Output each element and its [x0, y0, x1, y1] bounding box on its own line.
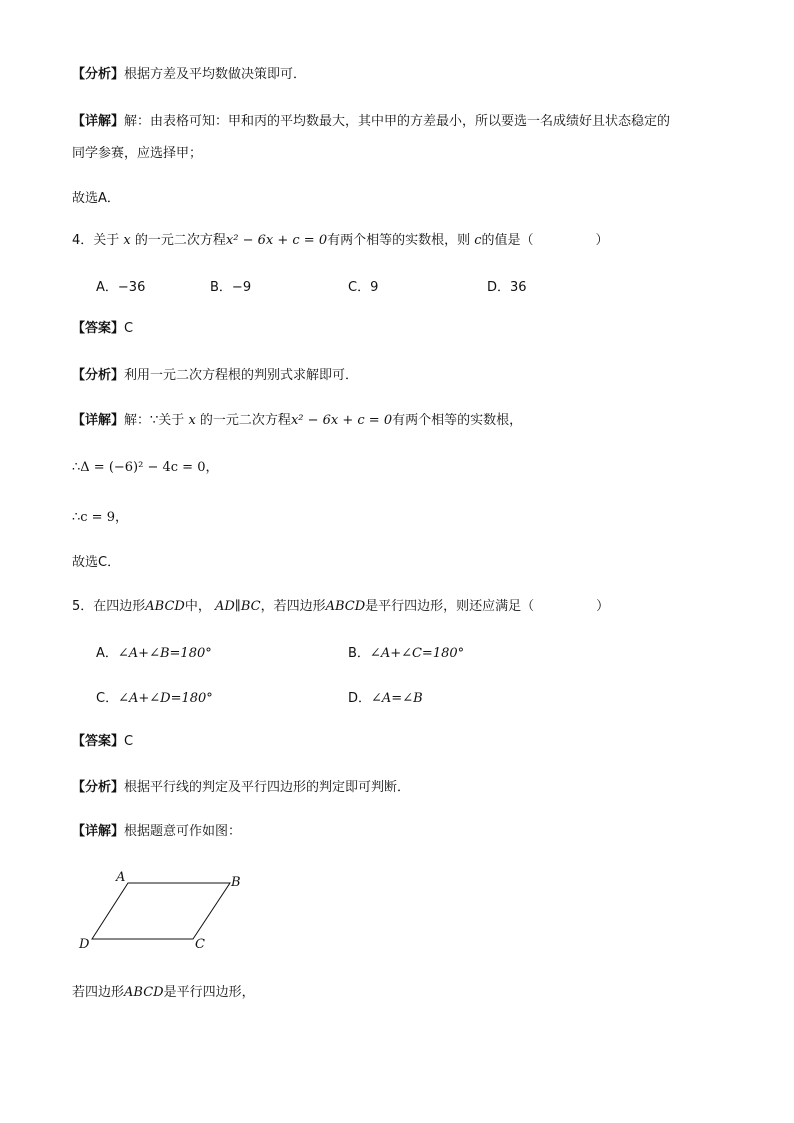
analysis-text: 根据平行线的判定及平行四边形的判定即可判断． — [124, 780, 411, 795]
final-prefix: 若四边形 — [72, 985, 125, 1000]
q5-stem-mid2: ，若四边形 — [260, 599, 326, 614]
var-x: x — [123, 233, 131, 248]
parallelogram-figure — [70, 865, 260, 957]
q5-stem — [72, 598, 609, 616]
quad-name: ABCD — [325, 599, 366, 614]
q5-final — [72, 984, 255, 1002]
quad-name: ABCD — [124, 985, 164, 1000]
vertex-label-c: C — [195, 937, 205, 952]
q5-stem-prefix: 5．在四边形 — [72, 599, 146, 614]
detail-prefix: 解：∵关于 — [124, 413, 185, 428]
q3-detail-line-1 — [72, 113, 670, 131]
q4-option-a: A．−36 — [96, 280, 146, 295]
q3-detail-line-2: 同学参赛，应选择甲； — [72, 146, 203, 161]
q4-option-c: C．9 — [348, 280, 379, 295]
detail-equation: x² − 6x + c = 0 — [290, 413, 393, 428]
detail-mid: 的一元二次方程 — [199, 413, 291, 428]
answer-value: C — [124, 321, 134, 336]
analysis-text: 利用一元二次方程根的判别式求解即可． — [124, 368, 359, 383]
q4-option-b: B．−9 — [210, 280, 252, 295]
q4-equation: x² − 6x + c = 0 — [225, 233, 328, 248]
detail-text: 根据题意可作如图： — [124, 824, 242, 839]
answer-tag: 【答案】 — [72, 734, 125, 749]
vertex-label-d: D — [79, 937, 90, 952]
var-x: x — [188, 413, 196, 428]
vertex-label-b: B — [231, 875, 241, 890]
final-suffix: 是平行四边形， — [163, 985, 255, 1000]
var-c: c — [474, 233, 482, 248]
q4-stem-end: 的值是（ — [481, 233, 534, 248]
q4-stem — [72, 232, 609, 250]
detail-tag: 【详解】 — [72, 114, 125, 129]
q3-analysis — [72, 66, 306, 84]
q4-stem-prefix: 4．关于 — [72, 233, 120, 248]
analysis-tag: 【分析】 — [72, 780, 125, 795]
vertex-label-a: A — [116, 870, 126, 885]
detail-suffix: 有两个相等的实数根， — [392, 413, 523, 428]
q4-option-d: D．36 — [487, 280, 527, 295]
q5-option-b: B．∠A+∠C=180° — [348, 646, 465, 661]
q4-detail — [72, 412, 522, 430]
q5-option-c: C．∠A+∠D=180° — [96, 691, 213, 706]
q4-stem-mid: 的一元二次方程 — [134, 233, 226, 248]
q4-step-1: ∴Δ = (−6)² − 4c = 0， — [72, 460, 219, 475]
detail-tag: 【详解】 — [72, 824, 125, 839]
q5-stem-mid1: 中， — [184, 599, 211, 614]
q4-conclusion: 故选C． — [72, 555, 121, 570]
analysis-text: 根据方差及平均数做决策即可． — [124, 67, 307, 82]
q5-detail — [72, 823, 241, 841]
q5-stem-suffix: 是平行四边形，则还应满足（ — [365, 599, 535, 614]
analysis-tag: 【分析】 — [72, 368, 125, 383]
q4-stem-suffix: 有两个相等的实数根，则 — [327, 233, 471, 248]
answer-value: C — [124, 734, 134, 749]
q5-option-d: D．∠A=∠B — [348, 691, 423, 706]
q4-answer — [72, 320, 133, 338]
q5-option-a: A．∠A+∠B=180° — [96, 646, 212, 661]
parallel-relation: AD∥BC — [215, 599, 261, 614]
q4-analysis — [72, 367, 358, 385]
q5-answer — [72, 733, 133, 751]
detail-tag: 【详解】 — [72, 413, 125, 428]
parallelogram-shape — [92, 883, 230, 939]
detail-text: 解：由表格可知：甲和丙的平均数最大，其中甲的方差最小，所以要选一名成绩好且状态稳定的 — [124, 114, 671, 129]
analysis-tag: 【分析】 — [72, 67, 125, 82]
q4-stem-close: ） — [595, 233, 609, 248]
q5-analysis — [72, 779, 410, 797]
q3-conclusion: 故选A． — [72, 191, 120, 206]
quad-name: ABCD — [145, 599, 185, 614]
q4-step-2: ∴c = 9， — [72, 510, 128, 525]
answer-tag: 【答案】 — [72, 321, 125, 336]
q5-stem-close: ） — [596, 599, 610, 614]
